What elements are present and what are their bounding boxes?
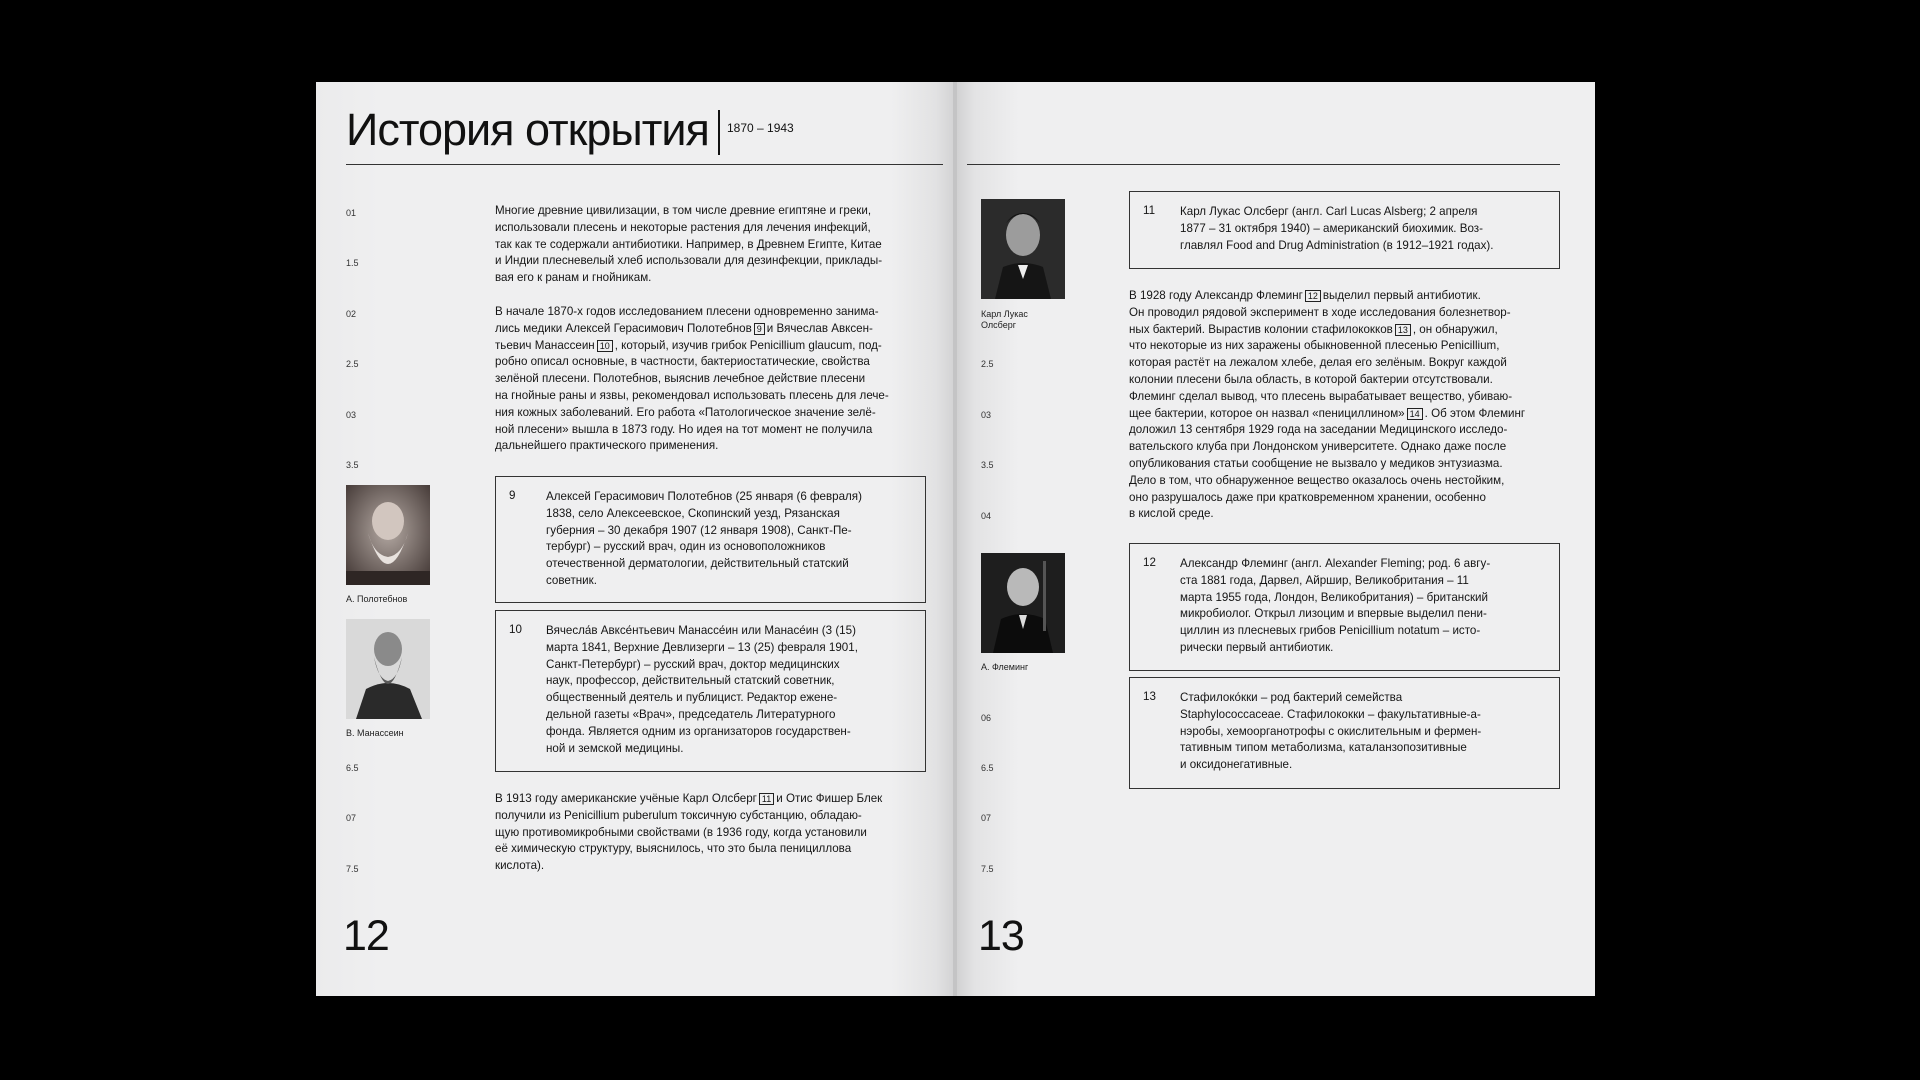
year-range: 1870 – 1943 [727, 121, 794, 135]
footnote-ref[interactable]: 14 [1407, 408, 1423, 420]
book-spine [953, 82, 957, 996]
footnote-box-10: 10 Вячесла́в Авксе́нтьевич Манассе́ин или Манасе́ин (3 (15) марта 1841, Верхние Девлизерги – 13 (25) февраля 1901, Санкт-Петербург) – русский врач, доктор медицинских наук, профессор, действительный статский советник, общественный деятель и публицист. Редактор еженe- дельной газеты «Врач», председатель Литературного фонда. Является одним из организаторов государствен- ной и земской медицины. [495, 610, 926, 772]
margin-marker: 3.5 [346, 460, 359, 470]
margin-marker: 03 [981, 410, 992, 420]
margin-marker: 02 [346, 309, 357, 319]
fleming-paragraph: В 1928 году Александр Флеминг 12 выделил первый антибиотик. Он проводил рядовой эксперимент в ходе исследования болезнетвор- ных бактерий. Вырастив колонии стафилококков 13 , он обнаружил, что некоторые из них заражены обыкновенной плесенью Penicillium, которая растёт на лежалом хлебе, делая его зелёным. Вокруг каждой колонии плесени была область, в которой бактерии отсутствовали. Флеминг сделал вывод, что плесень вырабатывает вещество, убиваю- щее бактерии, которое он назвал «пенициллином» 14 . Об этом Флеминг доложил 13 сентября 1929 года на заседании Медицинского исследо- вательского клуба при Лондонском университете. Однако даже после опубликования статьи сообщение не вызвало у медиков энтузиазма. Дело в том, что обнаруженное вещество оказалось очень нестойким, оно разрушалось даже при кратковременном хранении, особенно в кислой среде. [1129, 289, 1526, 521]
alsberg-portrait [981, 199, 1065, 299]
footnote-box-9: 9 Алексей Герасимович Полотебнов (25 января (6 февраля) 1838, село Алексеевское, Скопинский уезд, Рязанская губерния – 30 декабря 1907 (12 января 1908), Санкт-Пе- тербург) – русский врач, один из основоположников отечественной дерматологии, действительный статский советник. [495, 476, 926, 603]
footnote-box-13: 13 Стафилоко́кки – род бактерий семейства Staphylococcaceae. Стафилококки – факультативные-а- нэробы, хемоорганотрофы с окислительным и фермен- тативным типом метаболизма, каталанзопозитивные и оксидонегативные. [1129, 677, 1560, 789]
margin-marker: 7.5 [981, 864, 994, 874]
footnote-box-12: 12 Александр Флеминг (англ. Alexander Fleming; род. 6 авгу- ста 1881 года, Дарвел, Айршир, Великобритания – 11 марта 1955 года, Лондон, Великобритания) – британский микробиолог. Открыл лизоцим и впервые выделил пени- циллин из плесневых грибов Penicillium notatum – исто- рически первый антибиотик. [1129, 543, 1560, 671]
margin-marker: 6.5 [346, 763, 359, 773]
footnote-ref[interactable]: 11 [759, 793, 774, 805]
margin-marker: 6.5 [981, 763, 994, 773]
margin-marker: 04 [981, 511, 992, 521]
page-title: История открытия [346, 104, 709, 155]
manassein-portrait [346, 619, 430, 719]
footnote-box-11: 11 Карл Лукас Олсберг (англ. Carl Lucas Alsberg; 2 апреля 1877 – 31 октября 1940) – американский биохимик. Воз- главлял Food and Drug Administration (в 1912–1921 годах). [1129, 191, 1560, 269]
photo-caption: Карл Лукас Олсберг [981, 309, 1028, 330]
margin-marker: 01 [346, 208, 357, 218]
polotebnov-portrait [346, 485, 430, 585]
margin-marker: 03 [346, 410, 357, 420]
title-divider [718, 110, 720, 155]
photo-caption: В. Манассеин [346, 728, 404, 738]
margin-marker: 07 [346, 813, 357, 823]
page-number-right: 13 [978, 912, 1024, 960]
margin-marker: 7.5 [346, 864, 359, 874]
page-number-left: 12 [343, 912, 389, 960]
polotebnov-paragraph: В начале 1870-х годов исследованием плесени одновременно занима- лись медики Алексей Герасимович Полотебнов 9 и Вячеслав Авксен- тьевич Манассеин 10 , который, изучив грибок Penicillium glaucum, под- робно описал основные, в частности, бактериостатические, свойства зелёной плесени. Полотебнов, выяснив лечебное действие плесени на гнойные раны и язвы, рекомендовал использовать плесень для лече- ния кожных заболеваний. Его работа «Патологическое значение зелё- ной плесени» вышла в 1873 году. Но идея на тот момент не получила дальнейшего практического применения. [495, 305, 889, 453]
footnote-ref[interactable]: 9 [754, 323, 765, 335]
footnote-ref[interactable]: 12 [1305, 290, 1321, 302]
header-rule-left [346, 164, 943, 165]
margin-marker: 06 [981, 713, 992, 723]
header-rule-right [967, 164, 1560, 165]
alsberg-paragraph: В 1913 году американские учёные Карл Олсберг 11 и Отис Фишер Блек получили из Penicillium puberulum токсичную субстанцию, обладаю- щую противомикробными свойствами (в 1936 году, когда установили её химическую структуру, выяснилось, что это была пенициллова кислота). [495, 792, 883, 873]
photo-caption: А. Флеминг [981, 662, 1029, 672]
margin-marker: 2.5 [346, 359, 359, 369]
fleming-portrait [981, 553, 1065, 653]
intro-paragraph: Многие древние цивилизации, в том числе древние египтяне и греки, использовали плесень и некоторые растения для лечения инфекций, так как те содержали антибиотики. Например, в Древнем Египте, Китае и Индии плесневелый хлеб использовали для дезинфекции, приклады- вая его к ранам и гнойникам. [495, 204, 883, 285]
footnote-ref[interactable]: 10 [597, 340, 613, 352]
photo-caption: А. Полотебнов [346, 594, 408, 604]
margin-marker: 2.5 [981, 359, 994, 369]
margin-marker: 1.5 [346, 258, 359, 268]
margin-marker: 3.5 [981, 460, 994, 470]
footnote-ref[interactable]: 13 [1395, 324, 1411, 336]
margin-marker: 07 [981, 813, 992, 823]
